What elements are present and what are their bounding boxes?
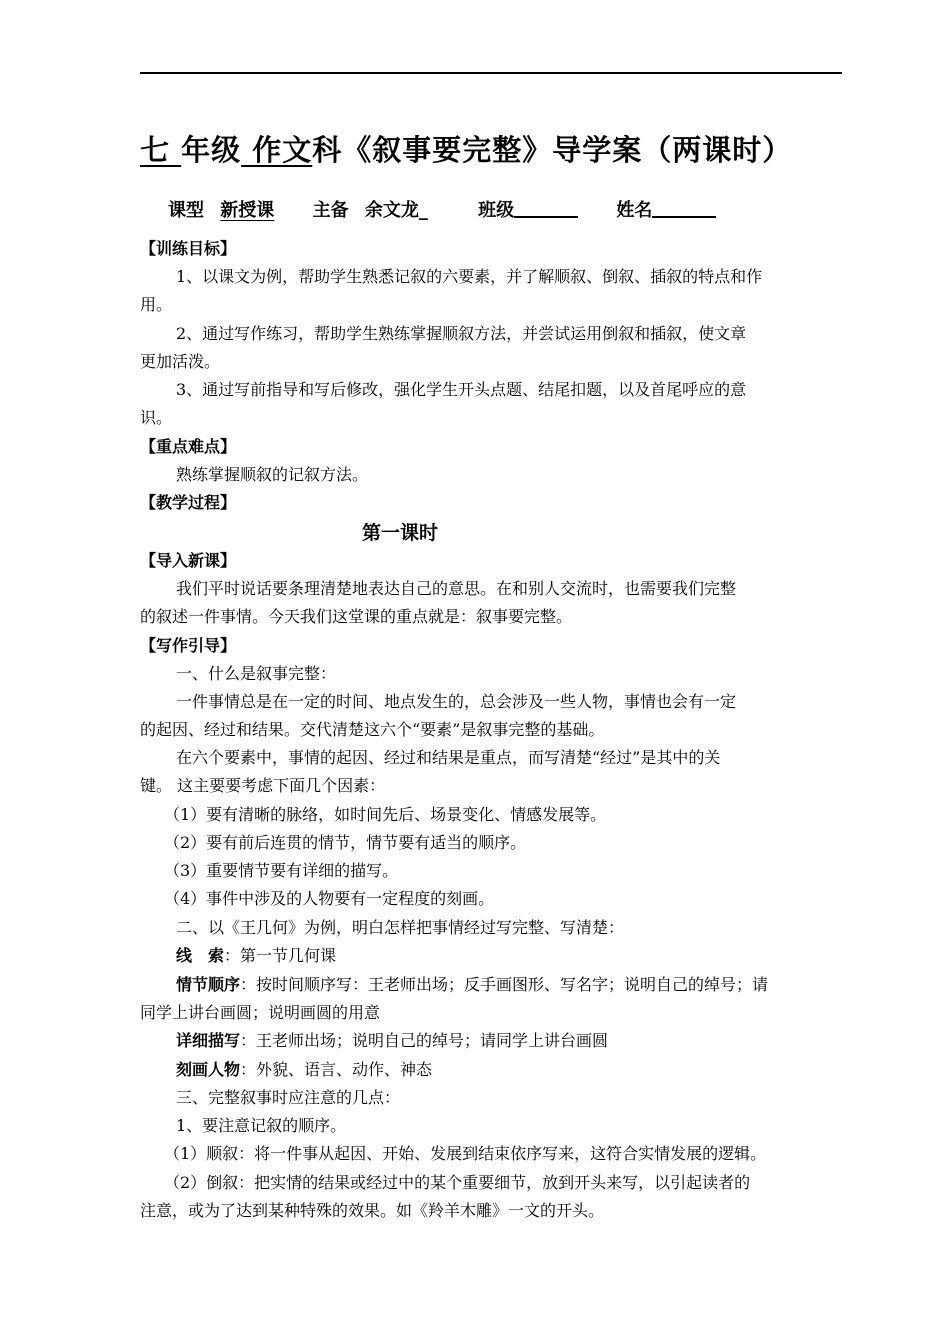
meta-row — [168, 196, 716, 222]
lesson-title: 第一课时 — [362, 522, 439, 544]
key-text: 熟练掌握顺叙的记叙方法。 — [176, 465, 369, 484]
section-3: 三、完整叙事时应注意的几点： — [176, 1088, 401, 1107]
process-heading: 【教学过程】 — [140, 493, 237, 512]
page-title — [140, 128, 860, 169]
intro-line-1: 我们平时说话要条理清楚地表达自己的意思。在和别人交流时，也需要我们完整 — [176, 579, 737, 598]
header-rule — [140, 72, 842, 74]
para-1a: 一件事情总是在一定的时间、地点发生的，总会涉及一些人物，事情也会有一定 — [176, 692, 737, 711]
clue-row — [176, 943, 336, 966]
title-part2: 科《叙事要完整》导学案（两课时） — [312, 133, 793, 167]
name-label: 姓名 — [616, 200, 653, 221]
author-label: 主备 — [312, 200, 349, 221]
order-text-cont: 同学上讲台画圆；说明画圆的用意 — [140, 1003, 381, 1022]
author-value: 余文龙_ — [364, 200, 428, 221]
character-text: ：外貌、语言、动作、神态 — [240, 1060, 433, 1079]
intro-line-2: 的叙述一件事情。今天我们这堂课的重点就是：叙事要完整。 — [140, 607, 573, 626]
detail-row — [176, 1028, 608, 1051]
note-1: 1、要注意记叙的顺序。 — [176, 1116, 347, 1135]
para-2a: 在六个要素中，事情的起因、经过和结果是重点，而写清楚“经过”是其中的关 — [176, 748, 721, 767]
goal-3-cont: 识。 — [140, 408, 173, 427]
goal-3: 3、通过写前指导和写后修改，强化学生开头点题、结尾扣题，以及首尾呼应的意 — [176, 380, 747, 399]
title-subject: 作文 — [252, 133, 313, 167]
para-1b: 的起因、经过和结果。交代清楚这六个“要素”是叙事完整的基础。 — [140, 720, 605, 739]
name-blank[interactable] — [652, 200, 716, 218]
title-part1: 年级 — [181, 133, 242, 167]
goal-1-cont: 用。 — [140, 295, 173, 314]
goal-2-cont: 更加活泼。 — [140, 352, 221, 371]
note-1c: 注意，或为了达到某种特殊的效果。如《羚羊木雕》一文的开头。 — [140, 1201, 605, 1220]
section-2: 二、以《王几何》为例，明白怎样把事情经过写完整、写清楚： — [176, 918, 625, 937]
title-grade: 七 — [140, 133, 171, 167]
guide-heading: 【写作引导】 — [140, 636, 237, 655]
clue-text: ：第一节几何课 — [224, 946, 337, 965]
note-1a: （1）顺叙：将一件事从起因、开始、发展到结束依序写来，这符合实情发展的逻辑。 — [164, 1144, 767, 1163]
order-text: ：按时间顺序写：王老师出场；反手画图形、写名字；说明自己的绰号；请 — [240, 975, 769, 994]
goal-2: 2、通过写作练习，帮助学生熟练掌握顺叙方法，并尝试运用倒叙和插叙，使文章 — [176, 324, 747, 343]
para-2b: 键。 这主要要考虑下面几个因素： — [140, 776, 386, 795]
order-row — [176, 972, 768, 995]
key-heading: 【重点难点】 — [140, 437, 237, 456]
intro-heading: 【导入新课】 — [140, 551, 237, 570]
class-blank[interactable] — [514, 200, 578, 218]
order-label: 情节顺序 — [176, 975, 241, 994]
clue-label: 线 索 — [176, 946, 225, 965]
section-1: 一、什么是叙事完整： — [176, 664, 337, 683]
type-value: 新授课 — [220, 200, 275, 221]
goals-heading: 【训练目标】 — [140, 239, 237, 258]
detail-label: 详细描写 — [176, 1031, 241, 1050]
item-4: （4）事件中涉及的人物要有一定程度的刻画。 — [164, 889, 495, 908]
character-label: 刻画人物 — [176, 1060, 241, 1079]
item-1: （1）要有清晰的脉络，如时间先后、场景变化、情感发展等。 — [164, 805, 607, 824]
item-3: （3）重要情节要有详细的描写。 — [164, 861, 399, 880]
note-1b: （2）倒叙：把实情的结果或经过中的某个重要细节，放到开头来写，以引起读者的 — [164, 1173, 751, 1192]
item-2: （2）要有前后连贯的情节，情节要有适当的顺序。 — [164, 833, 527, 852]
class-label: 班级 — [478, 200, 515, 221]
character-row — [176, 1057, 432, 1080]
detail-text: ：王老师出场；说明自己的绰号；请同学上讲台画圆 — [240, 1031, 609, 1050]
goal-1: 1、以课文为例，帮助学生熟悉记叙的六要素，并了解顺叙、倒叙、插叙的特点和作 — [176, 267, 763, 286]
type-label: 课型 — [168, 200, 204, 221]
